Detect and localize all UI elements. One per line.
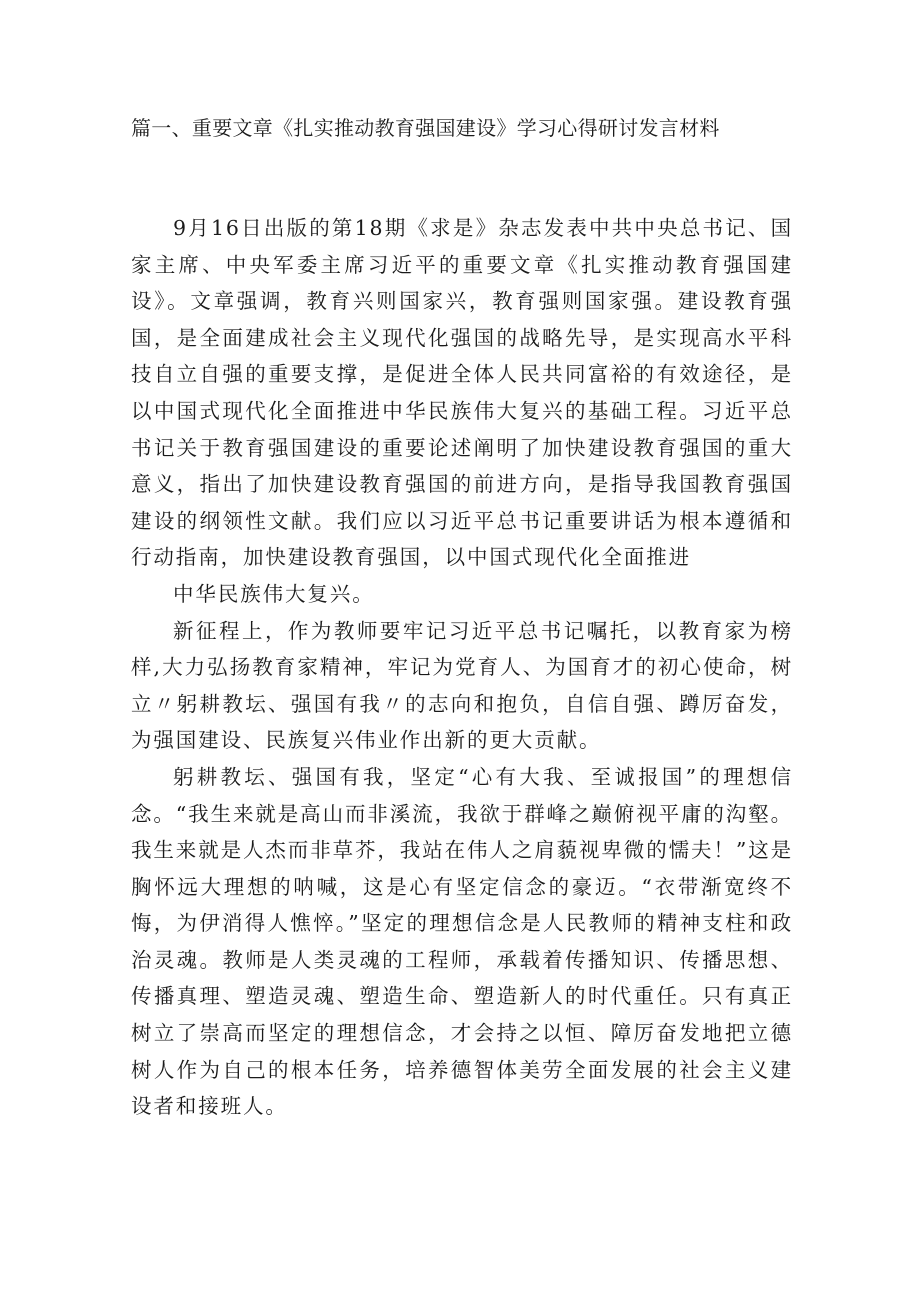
paragraph-4: 躬耕教坛、强国有我，坚定“心有大我、至诚报国”的理想信念。“我生来就是高山而非溪流，我欲于群峰之巅俯视平庸的沟壑。我生来就是人杰而非草芥，我站在伟人之肩藐视卑微的懦夫！”这是胸怀远大理想的呐喊，这是心有坚定信念的豪迈。“衣带渐宽终不悔，为伊消得人憔悴。”坚定的理想信念是人民教师的精神支柱和政治灵魂。教师是人类灵魂的工程师，承载着传播知识、传播思想、传播真理、塑造灵魂、塑造生命、塑造新人的时代重任。只有真正树立了崇高而坚定的理想信念，才会持之以恒、障厉奋发地把立德树人作为自己的根本任务，培养德智体美劳全面发展的社会主义建设者和接班人。 bbox=[131, 764, 793, 1119]
paragraph-3: 新征程上，作为教师要牢记习近平总书记嘱托，以教育家为榜样,大力弘扬教育家精神，牢记为党育人、为国育才的初心使命，树立〃躬耕教坛、强国有我〃的志向和抱负，自信自强、蹲厉奋发，为强国建设、民族复兴伟业作出新的更大贡献。 bbox=[131, 618, 793, 753]
document-body bbox=[131, 210, 793, 1125]
paragraph-2: 中华民族伟大复兴。 bbox=[173, 581, 375, 606]
document-title: 篇一、重要文章《扎实推动教育强国建设》学习心得研讨发言材料 bbox=[131, 116, 720, 140]
paragraph-1: 9月16日出版的第18期《求是》杂志发表中共中央总书记、国家主席、中央军委主席习近平的重要文章《扎实推动教育强国建设》。文章强调，教育兴则国家兴，教育强则国家强。建设教育强国，是全面建成社会主义现代化强国的战略先导，是实现高水平科技自立自强的重要支撑，是促进全体人民共同富裕的有效途径，是以中国式现代化全面推进中华民族伟大复兴的基础工程。习近平总书记关于教育强国建设的重要论述阐明了加快建设教育强国的重大意义，指出了加快建设教育强国的前进方向，是指导我国教育强国建设的纲领性文献。我们应以习近平总书记重要讲话为根本遵循和行动指南，加快建设教育强国，以中国式现代化全面推进 bbox=[131, 216, 793, 570]
